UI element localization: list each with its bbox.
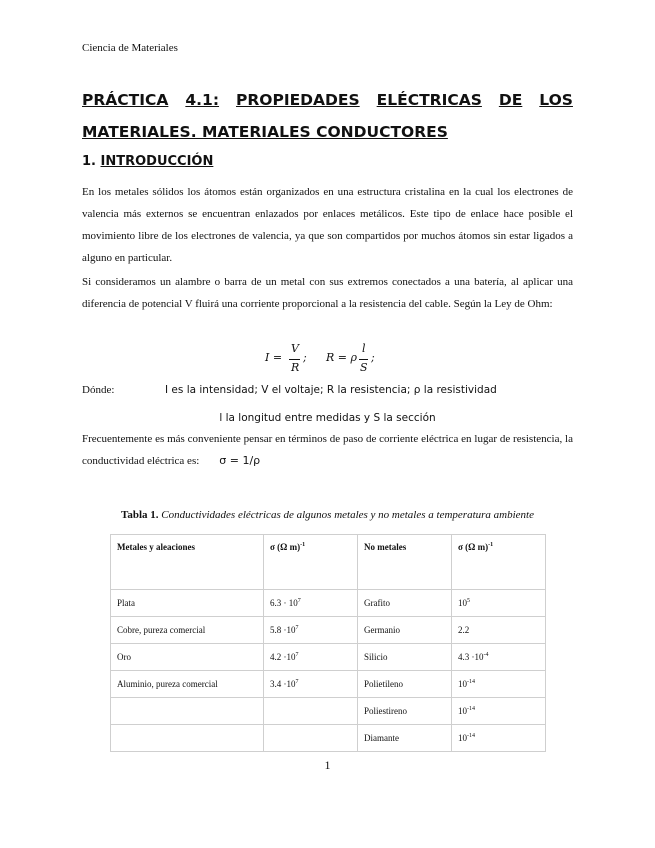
nonmetal-cell: Diamante [358, 725, 452, 752]
header-sigma-nonmetals: σ (Ω m)$^{-1}$ [452, 535, 546, 590]
ohm-formula [265, 342, 415, 376]
fraction-bar [289, 359, 300, 360]
nonmetal-sigma-cell: $10^{-14}$ [452, 671, 546, 698]
donde-definitions-1: I es la intensidad; V el voltaje; R la resistencia; ρ la resistividad [165, 384, 497, 396]
table-row [111, 644, 546, 671]
document-title [82, 84, 573, 148]
formula-i-lhs: I = [265, 351, 283, 364]
conductivity-table [110, 534, 546, 752]
header-metals: Metales y aleaciones [111, 535, 264, 590]
caption-text: Conductividades eléctricas de algunos metales y no metales a temperatura ambiente [161, 509, 534, 521]
formula-i-denominator: R [291, 361, 300, 374]
paragraph-conductivity [82, 428, 573, 472]
metal-cell: Aluminio, pureza comercial [111, 671, 264, 698]
nonmetal-cell: Polietileno [358, 671, 452, 698]
nonmetal-sigma-cell: $10^{-14}$ [452, 725, 546, 752]
metal-cell: Cobre, pureza comercial [111, 617, 264, 644]
nonmetal-cell: Grafito [358, 590, 452, 617]
donde-definitions-2: l la longitud entre medidas y S la sección [219, 412, 436, 424]
nonmetal-cell: Poliestireno [358, 698, 452, 725]
metal-cell: Plata [111, 590, 264, 617]
nonmetal-sigma-cell: $4.3 \cdot 10^{-4}$ [452, 644, 546, 671]
table-row [111, 671, 546, 698]
running-header: Ciencia de Materiales [82, 42, 178, 54]
metal-sigma-cell [264, 698, 358, 725]
section-number: 1. [82, 154, 96, 169]
nonmetal-cell: Silicio [358, 644, 452, 671]
table-caption [0, 509, 655, 521]
formula-r-lhs: R = ρ [326, 351, 357, 364]
conductivity-text: Frecuentemente es más conveniente pensar en términos de paso de corriente eléctrica en lugar de resistencia, la conductividad eléctrica es: [82, 433, 573, 467]
conductivity-formula: σ = 1/ρ [219, 454, 261, 467]
fraction-bar [359, 359, 368, 360]
metal-sigma-cell: $4.2 \cdot 10^7$ [264, 644, 358, 671]
paragraph-intro: En los metales sólidos los átomos están organizados en una estructura cristalina en la cual los electrones de valencia más externos se encuentran enlazados por enlaces metálicos. Este tipo de enlace hace posible el movimiento libre de los electrones de valencia, ya que son compartidos por muchos átomos sin estar ligados a alguno en particular. [82, 186, 573, 264]
title-word: LOS [539, 91, 573, 109]
table-row [111, 698, 546, 725]
title-word: DE [498, 91, 523, 109]
header-sigma-metals: σ (Ω m)$^{-1}$ [264, 535, 358, 590]
nonmetal-sigma-cell: $10^5$ [452, 590, 546, 617]
metal-cell [111, 725, 264, 752]
title-word: 4.1: [185, 91, 220, 109]
header-nonmetals: No metales [358, 535, 452, 590]
section-heading [82, 154, 213, 169]
table-row [111, 617, 546, 644]
caption-label: Tabla 1. [121, 509, 159, 521]
table-row [111, 725, 546, 752]
title-word: PRÁCTICA [82, 91, 169, 109]
metal-cell: Oro [111, 644, 264, 671]
table-row [111, 590, 546, 617]
table-header-row [111, 535, 546, 590]
formula-i-numerator: V [291, 342, 299, 355]
formula-separator: ; [303, 351, 307, 364]
nonmetal-cell: Germanio [358, 617, 452, 644]
section-title: INTRODUCCIÓN [100, 154, 214, 169]
nonmetal-sigma-cell: $10^{-14}$ [452, 698, 546, 725]
metal-cell [111, 698, 264, 725]
page-number: 1 [324, 758, 331, 772]
title-line-1 [82, 84, 573, 116]
donde-label: Dónde: [82, 384, 115, 396]
paragraph-ohm: Si consideramos un alambre o barra de un metal con sus extremos conectados a una batería, al aplicar una diferencia de potencial V fluirá una corriente proporcional a la resistencia del cable. Según la Ley de Ohm: [82, 276, 573, 310]
formula-r-numerator: l [362, 342, 366, 355]
title-word: PROPIEDADES [236, 91, 360, 109]
formula-separator: ; [371, 351, 375, 364]
metal-sigma-cell: $5.8 \cdot 10^7$ [264, 617, 358, 644]
metal-sigma-cell: $3.4 \cdot 10^7$ [264, 671, 358, 698]
nonmetal-sigma-cell: 2.2 [452, 617, 546, 644]
title-word: ELÉCTRICAS [376, 91, 482, 109]
metal-sigma-cell: $6.3 \cdot 10^7$ [264, 590, 358, 617]
formula-r-denominator: S [360, 361, 368, 374]
metal-sigma-cell [264, 725, 358, 752]
title-line-2: MATERIALES. MATERIALES CONDUCTORES [82, 123, 448, 141]
